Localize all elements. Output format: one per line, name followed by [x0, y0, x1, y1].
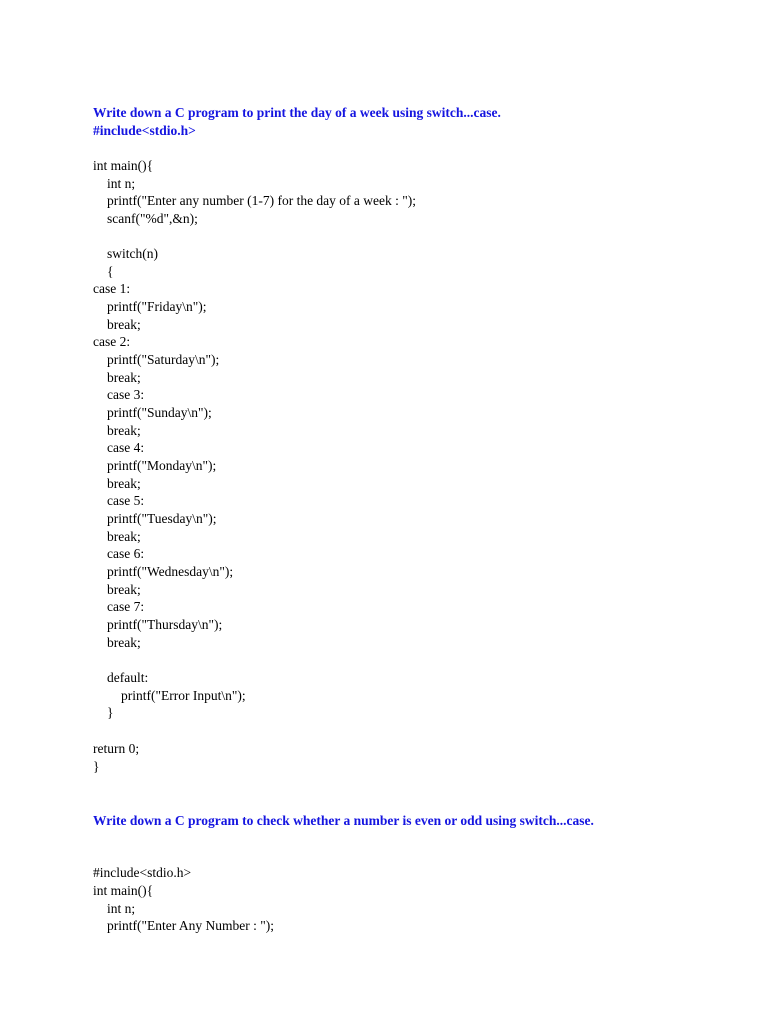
- code-line: switch(n): [107, 246, 158, 261]
- code-line: int main(){: [93, 883, 154, 898]
- code-line: case 2:: [93, 334, 131, 349]
- code-line: printf("Enter Any Number : ");: [107, 918, 274, 933]
- code-line: printf("Error Input\n");: [121, 688, 246, 703]
- code-line: printf("Saturday\n");: [107, 352, 220, 367]
- code-line: }: [93, 759, 100, 774]
- section-2-heading: Write down a C program to check whether a number is even or odd using switch...case.: [93, 813, 594, 828]
- code-line: printf("Monday\n");: [107, 458, 217, 473]
- code-line: printf("Tuesday\n");: [107, 511, 217, 526]
- code-line: break;: [107, 317, 141, 332]
- code-line: printf("Enter any number (1-7) for the day of a week : ");: [107, 193, 417, 208]
- code-line: case 4:: [107, 440, 145, 455]
- code-line: case 5:: [107, 493, 145, 508]
- code-line: break;: [107, 635, 141, 650]
- code-line: printf("Sunday\n");: [107, 405, 212, 420]
- code-line: int main(){: [93, 158, 154, 173]
- code-line: printf("Friday\n");: [107, 299, 207, 314]
- code-line: #include<stdio.h>: [93, 865, 192, 880]
- code-line: int n;: [107, 901, 136, 916]
- section-1-heading: Write down a C program to print the day of a week using switch...case.: [93, 105, 501, 120]
- code-line: break;: [107, 370, 141, 385]
- code-line: case 6:: [107, 546, 145, 561]
- code-line: default:: [107, 670, 149, 685]
- section-1-include: #include<stdio.h>: [93, 123, 196, 138]
- code-line: return 0;: [93, 741, 140, 756]
- code-line: case 3:: [107, 387, 145, 402]
- code-line: case 7:: [107, 599, 145, 614]
- code-line: break;: [107, 529, 141, 544]
- code-line: {: [107, 264, 114, 279]
- code-line: printf("Wednesday\n");: [107, 564, 234, 579]
- code-line: break;: [107, 423, 141, 438]
- code-line: break;: [107, 476, 141, 491]
- code-line: int n;: [107, 176, 136, 191]
- code-line: case 1:: [93, 281, 131, 296]
- code-line: scanf("%d",&n);: [107, 211, 198, 226]
- code-line: }: [107, 705, 114, 720]
- code-line: break;: [107, 582, 141, 597]
- code-line: printf("Thursday\n");: [107, 617, 223, 632]
